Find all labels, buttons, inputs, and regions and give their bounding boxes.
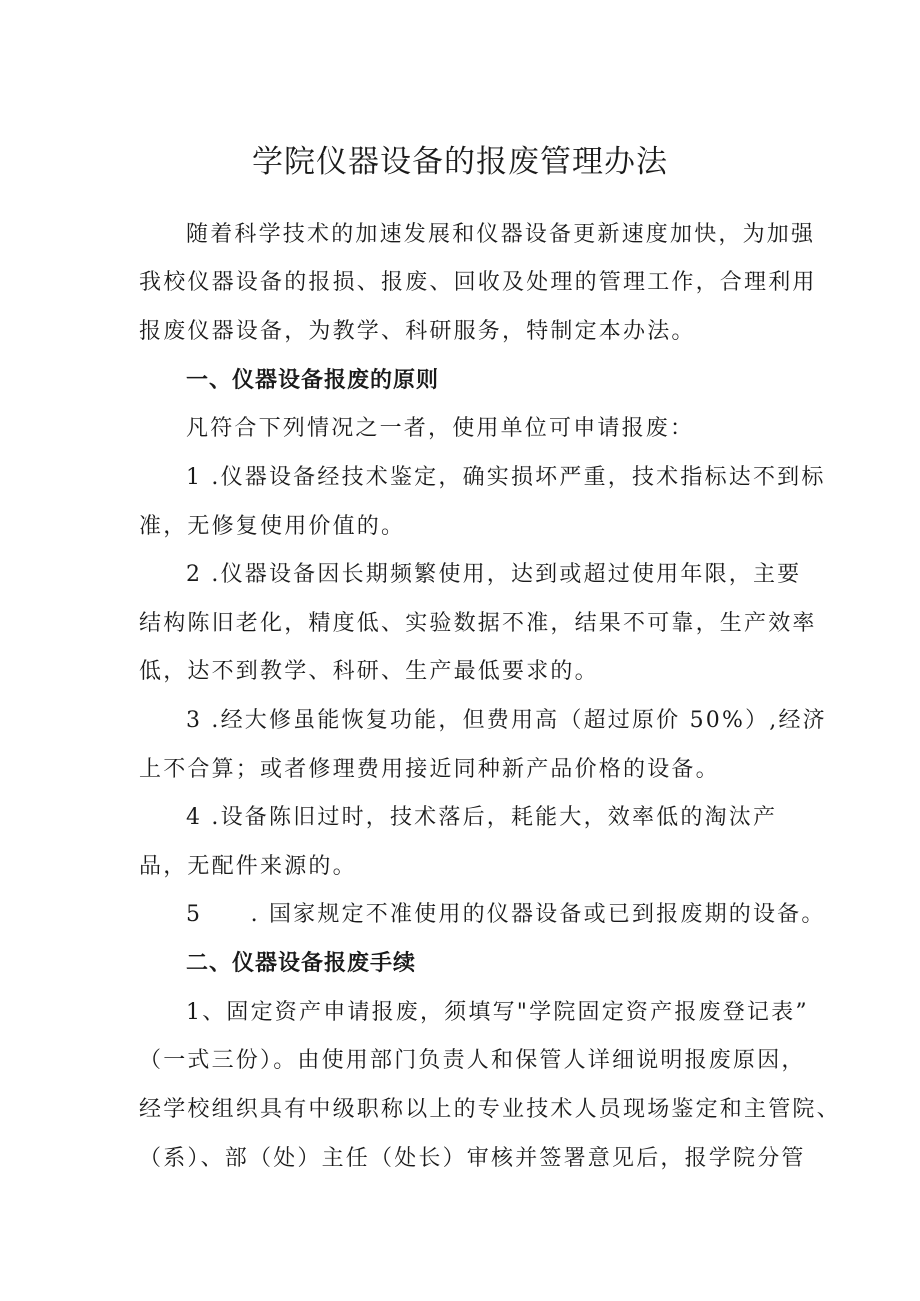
paragraph-line: 凡符合下列情况之一者，使用单位可申请报废： bbox=[186, 416, 695, 441]
list-item-line: 2 .仪器设备因长期频繁使用，达到或超过使用年限，主要 bbox=[186, 562, 802, 587]
document-title: 学院仪器设备的报废管理办法 bbox=[252, 144, 668, 180]
paragraph-line: 报废仪器设备，为教学、科研服务，特制定本办法。 bbox=[139, 319, 696, 344]
list-item-line: 5 . 国家规定不准使用的仪器设备或已到报废期的设备。 bbox=[186, 902, 826, 927]
paragraph-line: 我校仪器设备的报损、报废、回收及处理的管理工作，合理利用 bbox=[139, 270, 817, 295]
list-item-line: 结构陈旧老化，精度低、实验数据不准，结果不可靠，生产效率 bbox=[139, 611, 817, 636]
list-item-line: 3 .经大修虽能恢复功能，但费用高（超过原价 50%）,经济 bbox=[186, 708, 827, 733]
list-item-line: 低，达不到教学、科研、生产最低要求的。 bbox=[139, 659, 599, 684]
paragraph-line: （系）、部（处）主任（处长）审核并签署意见后，报学院分管 bbox=[139, 1146, 806, 1171]
list-item-line: 准，无修复使用价值的。 bbox=[139, 514, 406, 539]
list-item-line: 上不合算；或者修理费用接近同种新产品价格的设备。 bbox=[139, 757, 720, 782]
list-item-line: 品，无配件来源的。 bbox=[139, 854, 357, 879]
section-heading: 一、仪器设备报废的原则 bbox=[186, 368, 440, 393]
paragraph-line: 经学校组织具有中级职称以上的专业技术人员现场鉴定和主管院、 bbox=[139, 1097, 841, 1122]
paragraph-line: （一式三份）。由使用部门负责人和保管人详细说明报废原因， bbox=[139, 1048, 806, 1073]
paragraph-line: 随着科学技术的加速发展和仪器设备更新速度加快，为加强 bbox=[186, 222, 816, 247]
list-item-line: 4 .设备陈旧过时，技术落后，耗能大，效率低的淘汰产 bbox=[186, 805, 778, 830]
list-item-line: 1 .仪器设备经技术鉴定，确实损坏严重，技术指标达不到标 bbox=[186, 465, 826, 490]
section-heading: 二、仪器设备报废手续 bbox=[186, 951, 417, 976]
paragraph-line: 1、固定资产申请报废，须填写"学院固定资产报废登记表” bbox=[186, 1000, 809, 1025]
